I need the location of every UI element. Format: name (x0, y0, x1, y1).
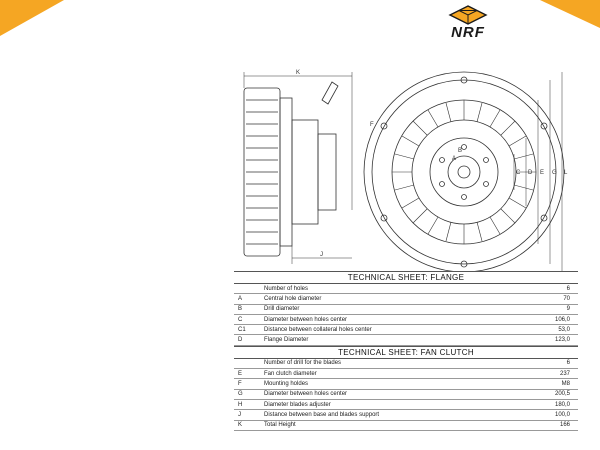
row-code (234, 359, 262, 369)
row-label: Diameter between holes center (262, 314, 532, 324)
row-code: H (234, 399, 262, 409)
row-value: 200,5 (532, 389, 578, 399)
row-code: C (234, 314, 262, 324)
dim-label-c: C (516, 170, 521, 176)
row-code: B (234, 304, 262, 314)
row-label: Flange Diameter (262, 335, 532, 345)
row-value: 53,0 (532, 325, 578, 335)
logo-cube-icon (428, 4, 508, 26)
row-value: 100,0 (532, 410, 578, 420)
row-code: A (234, 294, 262, 304)
row-code: G (234, 389, 262, 399)
table-row (234, 304, 578, 314)
table-row (234, 335, 578, 345)
table-row (234, 294, 578, 304)
row-label: Diameter blades adjuster (262, 399, 532, 409)
technical-drawing (236, 60, 600, 272)
flange-sheet-title: TECHNICAL SHEET: FLANGE (234, 271, 578, 284)
row-label: Number of drill for the blades (262, 359, 532, 369)
table-row (234, 410, 578, 420)
row-code (234, 284, 262, 294)
row-label: Number of holes (262, 284, 532, 294)
side-view-hub (292, 120, 318, 224)
table-row (234, 389, 578, 399)
row-code: J (234, 410, 262, 420)
fan-clutch-sheet-title: TECHNICAL SHEET: FAN CLUTCH (234, 346, 578, 359)
row-code: D (234, 335, 262, 345)
row-value: 123,0 (532, 335, 578, 345)
row-value: 166 (532, 420, 578, 430)
row-value: 6 (532, 284, 578, 294)
dim-label-a: A (452, 156, 457, 162)
row-value: 70 (532, 294, 578, 304)
row-label: Central hole diameter (262, 294, 532, 304)
row-value: 106,0 (532, 314, 578, 324)
row-value: M8 (532, 379, 578, 389)
flange-table (234, 284, 578, 346)
dim-label-e: E (540, 170, 545, 176)
corner-accent-left (0, 0, 64, 36)
row-value: 180,0 (532, 399, 578, 409)
row-label: Diameter between holes center (262, 389, 532, 399)
corner-accent-right (540, 0, 600, 28)
row-value: 6 (532, 359, 578, 369)
row-code: E (234, 369, 262, 379)
table-row (234, 325, 578, 335)
front-view-fins (392, 100, 536, 244)
table-row (234, 359, 578, 369)
nrf-logo (428, 4, 508, 44)
front-view-flange-holes (440, 145, 489, 200)
row-label: Distance between collateral holes center (262, 325, 532, 335)
table-row (234, 284, 578, 294)
side-view-sensor (322, 82, 338, 104)
logo-text: NRF (451, 24, 485, 41)
dim-label-f: F (370, 122, 374, 128)
row-label: Mounting holdes (262, 379, 532, 389)
front-view-flange-circle (430, 138, 498, 206)
row-label: Distance between base and blades support (262, 410, 532, 420)
fan-clutch-table (234, 359, 578, 431)
dim-label-l: L (564, 170, 568, 176)
row-label: Total Height (262, 420, 532, 430)
table-row (234, 399, 578, 409)
table-row (234, 420, 578, 430)
dim-label-d: D (528, 170, 533, 176)
row-label: Fan clutch diameter (262, 369, 532, 379)
dim-label-j: J (320, 252, 323, 258)
side-view-fins (246, 100, 278, 244)
row-label: Drill diameter (262, 304, 532, 314)
row-code: K (234, 420, 262, 430)
table-row (234, 314, 578, 324)
table-row (234, 379, 578, 389)
side-view-plate (280, 98, 292, 246)
table-row (234, 369, 578, 379)
technical-sheets (234, 271, 578, 431)
dim-label-g: G (552, 170, 557, 176)
front-view-fin-ring-inner (412, 120, 516, 224)
row-value: 9 (532, 304, 578, 314)
dim-label-k: K (296, 70, 301, 76)
row-value: 237 (532, 369, 578, 379)
row-code: F (234, 379, 262, 389)
dim-label-b: B (458, 148, 463, 154)
side-view-flange (318, 134, 336, 210)
row-code: C1 (234, 325, 262, 335)
